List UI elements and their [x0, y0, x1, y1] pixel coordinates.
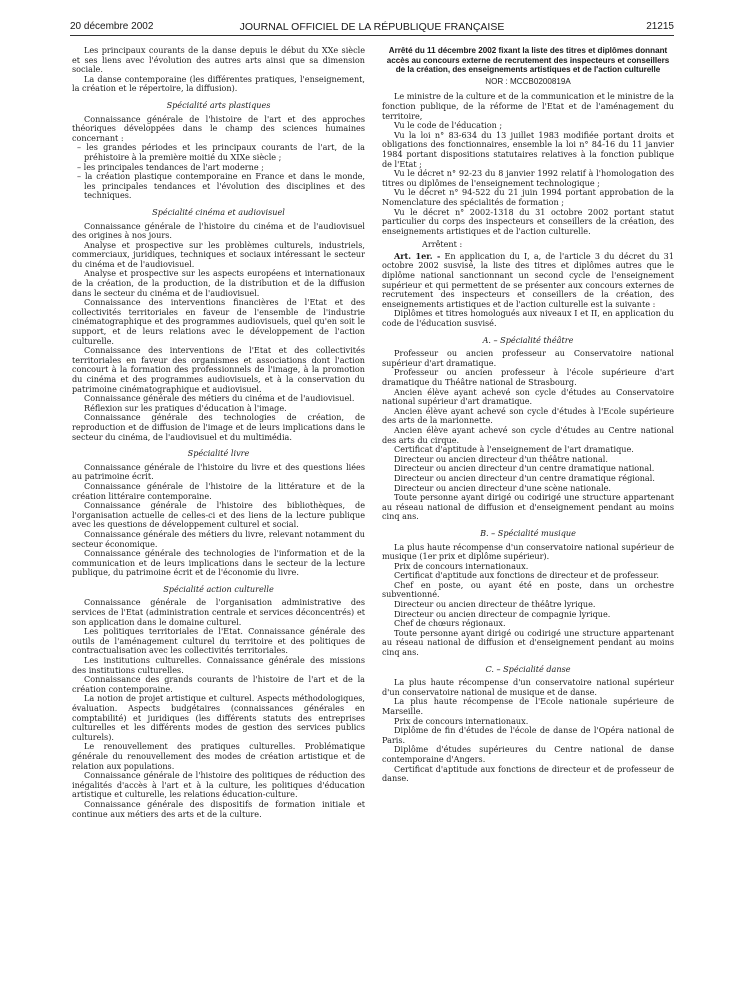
paragraph: Directeur ou ancien directeur d'une scène nationale.	[394, 482, 612, 493]
nor-reference: NOR : MCCB0200819A	[485, 76, 571, 86]
section-heading-arts-plastiques: Spécialité arts plastiques	[166, 99, 271, 110]
article-1-second-paragraph: Diplômes et titres homologués aux niveaux I et II, en application du code de l'éducation susvisé.	[382, 308, 674, 329]
paragraph: Connaissance générale de l'organisation administrative des services de l'Etat (administration centrale et services déconcentrés) et son application dans le domaine culturel.	[72, 597, 365, 627]
arts-plastiques-list	[72, 143, 365, 201]
page-number: 21215	[646, 21, 674, 32]
paragraph: Ancien élève ayant achevé son cycle d'études au Centre national des arts du cirque.	[382, 424, 674, 445]
danse-courants-paragraph: Les principaux courants de la danse depuis le début du XXe siècle et ses liens avec l'évolution des autres arts ainsi que sa dimension sociale.	[72, 46, 365, 75]
paragraph: Directeur ou ancien directeur de compagnie lyrique.	[394, 608, 611, 619]
paragraph: Connaissance des interventions financières de l'Etat et des collectivités territoriales en faveur de l'ensemble de l'industrie cinématographique et des programmes audiovisuels, quel qu'en soit le support, et de leurs relations avec le développement de l'action culturelle.	[72, 297, 365, 346]
paragraph: Connaissance des interventions de l'Etat et des collectivités territoriales en faveur des organismes et associations dont l'action concourt à la formation des professionnels de l'image, à la promotion du cinéma et des programmes audiovisuels, et à la conservation du patrimoine cinématographique et audiovisuel.	[72, 345, 365, 394]
paragraph: Le renouvellement des pratiques culturelles. Problématique générale du renouvellement des modes de création artistique et de relation aux populations.	[72, 741, 365, 771]
paragraph: Les politiques territoriales de l'Etat. Connaissance générale des outils de l'aménagement culturel du territoire et des politiques de contractualisation avec les collectivités territoriales.	[72, 626, 365, 656]
paragraph: Professeur ou ancien professeur à l'école supérieure d'art dramatique du Théâtre national de Strasbourg.	[382, 367, 674, 387]
danse-contemporaine-paragraph: La danse contemporaine (les différentes pratiques, l'enseignement, la création et le répertoire, la diffusion).	[72, 73, 365, 94]
paragraph: Connaissance générale de l'histoire des politiques de réduction des inégalités d'accès à l'art et à la culture, les politiques d'éducation artistique et culturelle, les relations éducation-culture.	[72, 770, 365, 800]
decree-title: Arrêté du 11 décembre 2002 fixant la liste des titres et diplômes donnant accès au concours externe de recrutement des inspecteurs et conseillers de la création, des enseignements artistiques et de l'action culturelle	[386, 46, 670, 75]
arretent-label: Arrêtent :	[422, 239, 463, 250]
section-heading-musique: B. – Spécialité musique	[480, 527, 576, 538]
paragraph: Connaissance générale de l'histoire du livre et des questions liées au patrimoine écrit.	[72, 461, 365, 482]
paragraph: Diplôme de fin d'études de l'école de danse de l'Opéra national de Paris.	[382, 725, 674, 745]
list-item: – les grandes périodes et les principaux courants de l'art, de la préhistoire à la première moitié du XIXe siècle ;	[72, 143, 365, 162]
section-heading-danse: C. – Spécialité danse	[485, 663, 571, 674]
paragraph: Toute personne ayant dirigé ou codirigé une structure appartenant au réseau national de diffusion et d'enseignement pendant au moins cinq ans.	[382, 492, 674, 522]
paragraph: Connaissance générale des technologies de l'information et de la communication et de leurs implications dans le secteur de la lecture publique, du patrimoine écrit et de l'économie du livre.	[72, 548, 365, 578]
visa-paragraph: Vu la loi n° 83-634 du 13 juillet 1983 modifiée portant droits et obligations des fonctionnaires, ensemble la loi n° 84-16 du 11 janvier 1984 portant dispositions statutaires relatives à la fonction publique de l'Etat ;	[382, 129, 674, 169]
paragraph: Analyse et prospective sur les aspects européens et internationaux de la création, de la production, de la distribution et de la diffusion dans le secteur du cinéma et de l'audiovisuel.	[72, 268, 365, 298]
paragraph: Directeur ou ancien directeur d'un centre dramatique régional.	[394, 472, 655, 483]
paragraph: La notion de projet artistique et culturel. Aspects méthodologiques, évaluation. Aspects budgétaires (connaissances générales en comptabilité) et juridiques (les différents statuts des entreprises culturelles et les différents modes de gestion des services publics culturels).	[72, 693, 365, 742]
article-1-label: Art. 1er. -	[394, 250, 441, 261]
right-column	[382, 46, 674, 784]
paragraph: Certificat d'aptitude aux fonctions de directeur et de professeur.	[394, 570, 659, 581]
visa-paragraph: Vu le décret n° 2002-1318 du 31 octobre 2002 portant statut particulier du corps des inspecteurs et conseillers de la création, des enseignements artistiques et de l'action culturelle.	[382, 206, 674, 236]
list-item: – les principales tendances de l'art moderne ;	[72, 163, 365, 173]
issue-date: 20 décembre 2002	[70, 21, 154, 32]
visa-paragraph: Vu le code de l'éducation ;	[394, 120, 503, 131]
paragraph: La plus haute récompense d'un conservatoire national supérieur d'un conservatoire national de musique et de danse.	[382, 677, 674, 697]
paragraph: Connaissance générale de l'histoire de la littérature et de la création littéraire contemporaine.	[72, 480, 365, 501]
paragraph: Analyse et prospective sur les problèmes culturels, industriels, commerciaux, juridiques, techniques et sociaux intéressant le secteur du cinéma et de l'audiovisuel.	[72, 239, 365, 269]
paragraph: Prix de concours internationaux.	[394, 715, 529, 726]
section-heading-cinema: Spécialité cinéma et audiovisuel	[152, 206, 285, 217]
paragraph: Connaissance générale des métiers du livre, relevant notamment du secteur économique.	[72, 528, 365, 549]
paragraph: Prix de concours internationaux.	[394, 560, 529, 571]
paragraph: Directeur ou ancien directeur d'un centre dramatique national.	[394, 463, 655, 474]
paragraph: Connaissance générale des dispositifs de formation initiale et continue aux métiers des arts et de la culture.	[72, 798, 365, 819]
paragraph: Chef de chœurs régionaux.	[394, 618, 506, 629]
paragraph: Directeur ou ancien directeur de théâtre lyrique.	[394, 599, 596, 610]
paragraph: Connaissance des grands courants de l'histoire de l'art et de la création contemporaine.	[72, 674, 365, 694]
article-1-paragraph	[382, 252, 674, 310]
paragraph: Certificat d'aptitude à l'enseignement de l'art dramatique.	[394, 444, 634, 455]
paragraph: Diplôme d'études supérieures du Centre national de danse contemporaine d'Angers.	[382, 744, 674, 764]
visa-paragraph: Vu le décret n° 94-522 du 21 juin 1994 portant approbation de la Nomenclature des spécialités de formation ;	[382, 187, 674, 207]
paragraph: Directeur ou ancien directeur d'un théâtre national.	[394, 453, 608, 464]
paragraph: Connaissance générale de l'histoire des bibliothèques, de l'organisation actuelle de celles-ci et des liens de la lecture publique avec les questions de développement culturel et social.	[72, 500, 365, 530]
section-heading-livre: Spécialité livre	[187, 448, 250, 459]
paragraph: Connaissance générale de l'histoire du cinéma et de l'audiovisuel des origines à nos jours.	[72, 220, 365, 241]
left-column	[72, 46, 365, 819]
paragraph: Connaissance générale des métiers du cinéma et de l'audiovisuel.	[84, 393, 355, 404]
paragraph: Chef en poste, ou ayant été en poste, dans un orchestre subventionné.	[382, 579, 674, 600]
article-1-text: En application du I, a, de l'article 3 du décret du 31 octobre 2002 susvisé, la liste des titres et diplômes autres que le diplôme national sanctionnant un second cycle de l'enseignement supérieur et qui permettent de se présenter aux concours externes de recrutement des inspecteurs et conseillers de la création, des enseignements artistiques et de l'action culturelle est la suivante :	[382, 250, 674, 309]
paragraph: Ancien élève ayant achevé son cycle d'études au Conservatoire national supérieur d'art dramatique.	[382, 386, 674, 407]
paragraph: Connaissance générale des technologies de création, de reproduction et de diffusion de l'image et de leurs implications dans le secteur du cinéma, de l'audiovisuel et du multimédia.	[72, 412, 365, 442]
journal-title: JOURNAL OFFICIEL DE LA RÉPUBLIQUE FRANÇAISE	[239, 21, 505, 33]
paragraph: Toute personne ayant dirigé ou codirigé une structure appartenant au réseau national de diffusion et d'enseignement pendant au moins cinq ans.	[382, 627, 674, 658]
paragraph: Réflexion sur les pratiques d'éducation à l'image.	[84, 402, 287, 413]
paragraph: Professeur ou ancien professeur au Conservatoire national supérieur d'art dramatique.	[382, 348, 674, 368]
running-header	[70, 21, 674, 36]
section-heading-theatre: A. – Spécialité théâtre	[482, 334, 574, 345]
paragraph: Les institutions culturelles. Connaissance générale des missions des institutions culturelles.	[72, 655, 365, 675]
paragraph: Certificat d'aptitude aux fonctions de directeur et de professeur de danse.	[382, 763, 674, 784]
visa-paragraph: Vu le décret n° 92-23 du 8 janvier 1992 relatif à l'homologation des titres ou diplômes de l'enseignement technologique ;	[382, 168, 674, 188]
paragraph: Ancien élève ayant achevé son cycle d'études à l'Ecole supérieure des arts de la marionnette.	[382, 405, 674, 426]
paragraph: La plus haute récompense de l'Ecole nationale supérieure de Marseille.	[382, 696, 674, 716]
paragraph: La plus haute récompense d'un conservatoire national supérieur de musique (1er prix et diplôme supérieur).	[382, 541, 674, 562]
arts-plastiques-intro: Connaissance générale de l'histoire de l'art et des approches théoriques développées dans le champ des sciences humaines concernant :	[72, 113, 365, 143]
list-item: – la création plastique contemporaine en France et dans le monde, les principales tendances et l'évolution des disciplines et des techniques.	[72, 172, 365, 201]
section-heading-action-culturelle: Spécialité action culturelle	[163, 583, 274, 594]
visa-paragraph: Le ministre de la culture et de la communication et le ministre de la fonction publique, de la réforme de l'Etat et de l'aménagement du territoire,	[382, 91, 674, 121]
